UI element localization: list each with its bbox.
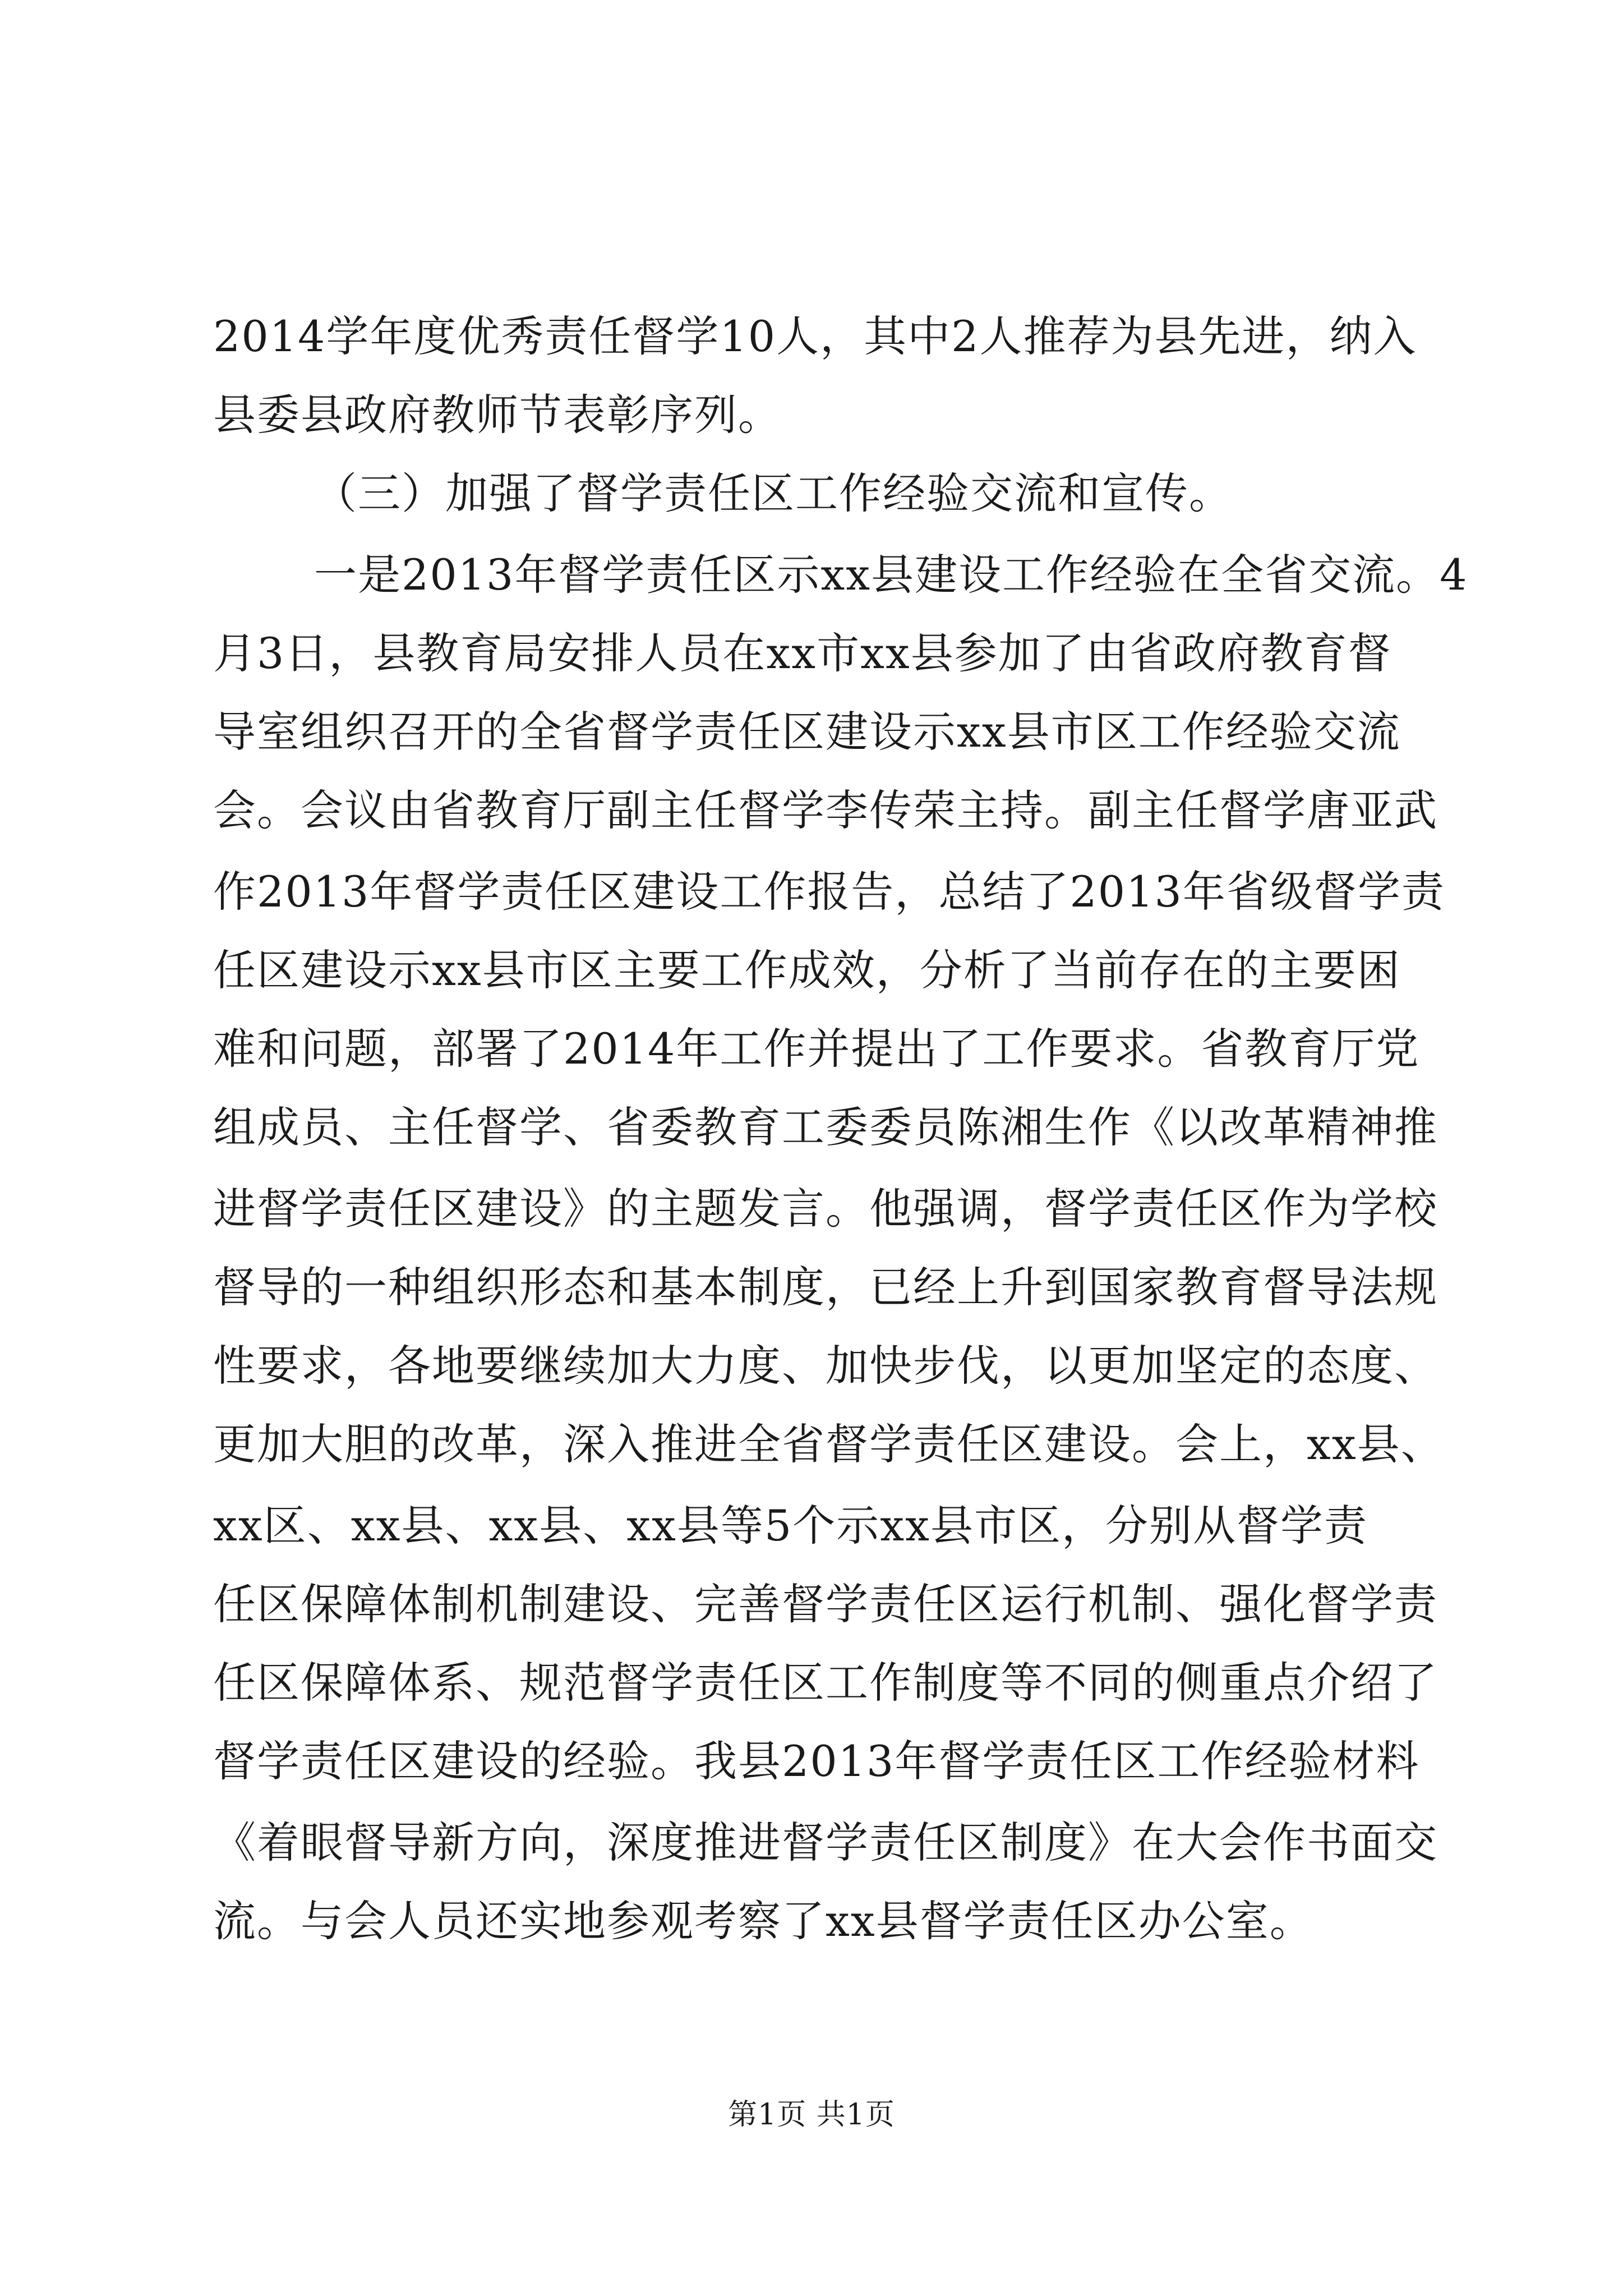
text-line-21: 流。与会人员还实地参观考察了xx县督学责任区办公室。 <box>213 1896 1313 1946</box>
text-line-8: 作2013年督学责任区建设工作报告，总结了2013年省级督学责 <box>213 867 1445 917</box>
text-line-15: 更加大胆的改革，深入推进全省督学责任区建设。会上，xx县、 <box>213 1419 1445 1469</box>
text-line-12: 进督学责任区建设》的主题发言。他强调，督学责任区作为学校 <box>213 1184 1438 1234</box>
text-line-20: 《着眼督导新方向，深度推进督学责任区制度》在大会作书面交 <box>213 1818 1438 1867</box>
text-line-9: 任区建设示xx县市区主要工作成效，分析了当前存在的主要困 <box>213 945 1401 995</box>
text-line-6: 导室组织召开的全省督学责任区建设示xx县市区工作经验交流 <box>213 707 1401 757</box>
text-line-17: 任区保障体制机制建设、完善督学责任区运行机制、强化督学责 <box>213 1579 1438 1629</box>
text-line-4: 一是2013年督学责任区示xx县建设工作经验在全省交流。4 <box>314 550 1468 600</box>
text-line-10: 难和问题，部署了2014年工作并提出了工作要求。省教育厅党 <box>213 1024 1420 1074</box>
page-number-footer: 第1页 共1页 <box>728 2098 895 2132</box>
text-line-13: 督导的一种组织形态和基本制度，已经上升到国家教育督导法规 <box>213 1262 1438 1312</box>
text-line-7: 会。会议由省教育厅副主任督学李传荣主持。副主任督学唐亚武 <box>213 785 1438 835</box>
text-line-11: 组成员、主任督学、省委教育工委委员陈湘生作《以改革精神推 <box>213 1102 1438 1152</box>
section-heading: （三）加强了督学责任区工作经验交流和宣传。 <box>314 468 1233 518</box>
text-line-2: 县委县政府教师节表彰序列。 <box>213 390 782 440</box>
text-line-19: 督学责任区建设的经验。我县2013年督学责任区工作经验材料 <box>213 1736 1420 1786</box>
text-line-1: 2014学年度优秀责任督学10人，其中2人推荐为县先进，纳入 <box>213 311 1417 361</box>
text-line-18: 任区保障体系、规范督学责任区工作制度等不同的侧重点介绍了 <box>213 1658 1438 1708</box>
text-line-5: 月3日，县教育局安排人员在xx市xx县参加了由省政府教育督 <box>213 628 1392 678</box>
text-line-16: xx区、xx县、xx县、xx县等5个示xx县市区，分别从督学责 <box>213 1501 1368 1550</box>
text-line-14: 性要求，各地要继续加大力度、加快步伐，以更加坚定的态度、 <box>213 1341 1438 1391</box>
